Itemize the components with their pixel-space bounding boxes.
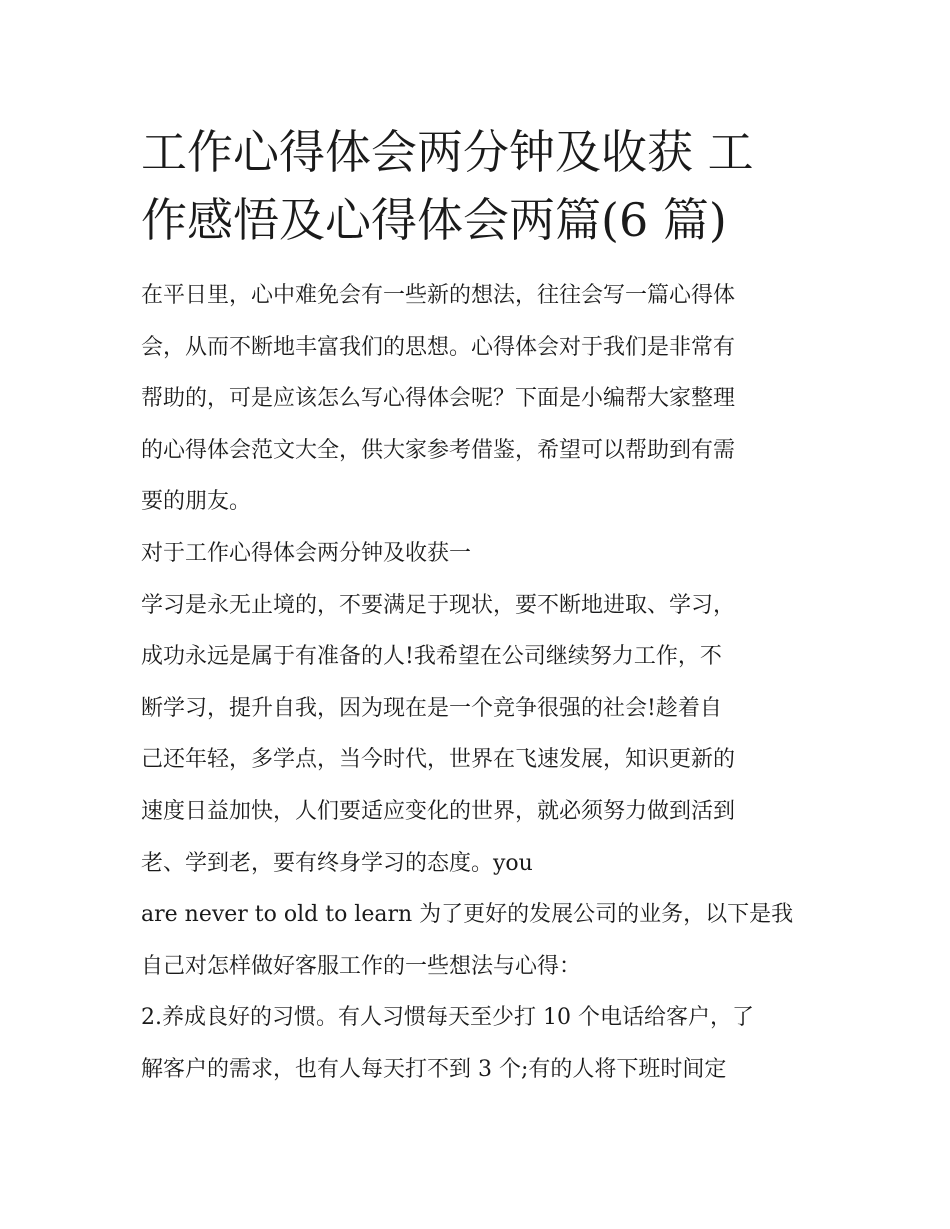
document-title bbox=[141, 118, 813, 254]
body-line: 解客户的需求，也有人每天打不到 3 个;有的人将下班时间定 bbox=[141, 1056, 727, 1082]
body-line: 自己对怎样做好客服工作的一些想法与心得： bbox=[141, 953, 582, 979]
body-line: 断学习，提升自我，因为现在是一个竞争很强的社会!趁着自 bbox=[141, 695, 722, 721]
body-line: 的心得体会范文大全，供大家参考借鉴，希望可以帮助到有需 bbox=[141, 437, 736, 463]
body-line: 在平日里，心中难免会有一些新的想法，往往会写一篇心得体 bbox=[141, 283, 736, 308]
title-line: 工作心得体会两分钟及收获 工 bbox=[141, 125, 754, 179]
body-line: 会，从而不断地丰富我们的思想。心得体会对于我们是非常有 bbox=[141, 334, 736, 360]
body-line: 学习是永无止境的，不要满足于现状，要不断地进取、学习， bbox=[141, 592, 736, 618]
body-line: are never to old to learn 为了更好的发展公司的业务，以下是我 bbox=[141, 902, 794, 928]
body-line: 帮助的，可是应该怎么写心得体会呢？下面是小编帮大家整理 bbox=[141, 386, 736, 412]
document-body bbox=[141, 270, 813, 1096]
title-line: 作感悟及心得体会两篇(6 篇) bbox=[141, 193, 727, 247]
body-line: 要的朋友。 bbox=[141, 489, 252, 515]
document-page bbox=[141, 118, 813, 1096]
section-heading: 对于工作心得体会两分钟及收获一 bbox=[141, 540, 472, 566]
body-line: 己还年轻，多学点，当今时代，世界在飞速发展，知识更新的 bbox=[141, 747, 736, 773]
body-line: 2.养成良好的习惯。有人习惯每天至少打 10 个电话给客户，了 bbox=[141, 1005, 754, 1031]
body-line: 老、学到老，要有终身学习的态度。you bbox=[141, 850, 533, 876]
body-line: 成功永远是属于有准备的人!我希望在公司继续努力工作，不 bbox=[141, 644, 722, 670]
body-line: 速度日益加快，人们要适应变化的世界，就必须努力做到活到 bbox=[141, 798, 736, 824]
